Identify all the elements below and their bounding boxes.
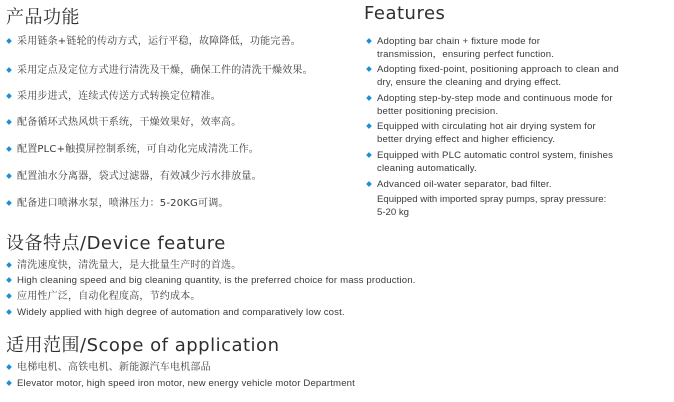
list-item-text: 采用定点及定位方式进行清洗及干燥，确保工件的清洗干燥效果。: [17, 65, 313, 76]
bullet-diamond-icon: [366, 38, 372, 44]
bullet-diamond-icon: [6, 293, 12, 299]
list-item-text: 应用性广泛，自动化程度高，节约成本。: [17, 291, 201, 302]
bullet-diamond-icon: [366, 66, 372, 72]
list-item: [17, 170, 262, 183]
list-item-line2: better drying effect and higher efficiency.: [377, 134, 556, 145]
bullet-diamond-icon: [366, 123, 372, 129]
list-item: [377, 92, 613, 118]
list-item-text: 配备循环式热风烘干系统，干燥效果好，效率高。: [17, 117, 242, 128]
bullet-diamond-icon: [366, 181, 372, 187]
list-item-line1: Equipped with circulating hot air drying system for: [377, 121, 596, 132]
list-item: [17, 306, 345, 319]
list-item-text: Elevator motor, high speed iron motor, new energy vehicle motor Department: [17, 378, 355, 389]
bullet-diamond-icon: [6, 119, 12, 125]
bullet-diamond-icon: [6, 277, 12, 283]
list-item-line1: Advanced oil-water separator, bad filter.: [377, 179, 552, 190]
list-item-text: 清洗速度快，清洗量大，是大批量生产时的首选。: [17, 260, 242, 271]
list-item: [377, 63, 619, 89]
bullet-diamond-icon: [6, 146, 12, 152]
list-item: [377, 178, 552, 191]
list-item: [17, 90, 221, 103]
list-item-line2: cleaning automatically.: [377, 163, 477, 174]
features-heading-en: Features: [364, 3, 446, 24]
list-item-text: 配置油水分离器，袋式过滤器，有效减少污水排放量。: [17, 171, 262, 182]
bullet-diamond-icon: [6, 380, 12, 386]
list-item-text: 采用步进式，连续式传送方式转换定位精准。: [17, 91, 221, 102]
bullet-diamond-icon: [6, 93, 12, 99]
list-item-text: High cleaning speed and big cleaning quantity, is the preferred choice for mass production.: [17, 275, 416, 286]
list-item: [17, 259, 241, 272]
bullet-diamond-icon: [6, 262, 12, 268]
list-item: [17, 290, 201, 303]
bullet-diamond-icon: [6, 173, 12, 179]
list-item-line1: Adopting step-by-step mode and continuous mode for: [377, 93, 613, 104]
scope-heading: 适用范围/Scope of application: [6, 335, 280, 356]
bullet-diamond-icon: [366, 152, 372, 158]
list-item: [377, 120, 596, 146]
list-item-text: 配置PLC+触摸屏控制系统，可自动化完成清洗工作。: [17, 144, 259, 155]
bullet-diamond-icon: [6, 200, 12, 206]
list-item: [17, 143, 259, 156]
list-item: [17, 274, 416, 287]
list-item: [17, 64, 313, 77]
list-item-line2: transmission，ensuring perfect function.: [377, 49, 555, 60]
bullet-diamond-icon: [6, 67, 12, 73]
list-item: [377, 35, 554, 61]
bullet-diamond-icon: [366, 95, 372, 101]
list-item: [377, 149, 613, 175]
bullet-diamond-icon: [6, 364, 12, 370]
list-item-text: Widely applied with high degree of automation and comparatively low cost.: [17, 307, 345, 318]
list-item-line2: dry, ensure the cleaning and drying effect.: [377, 77, 562, 88]
list-item: [17, 116, 241, 129]
bullet-diamond-icon: [6, 309, 12, 315]
device-feature-heading: 设备特点/Device feature: [6, 233, 226, 254]
list-item-continuation: [377, 193, 606, 219]
list-item: [17, 197, 229, 210]
list-item-line1: Equipped with PLC automatic control system, finishes: [377, 150, 614, 161]
list-item-line1: Adopting bar chain + fixture mode for: [377, 36, 541, 47]
list-item-line2: 5-20 kg: [377, 207, 409, 218]
bullet-diamond-icon: [6, 38, 12, 44]
list-item-line1: Equipped with imported spray pumps, spray pressure:: [377, 194, 607, 205]
list-item-line1: Adopting fixed-point, positioning approach to clean and: [377, 64, 619, 75]
list-item-text: 电梯电机、高铁电机、新能源汽车电机部品: [17, 362, 211, 373]
list-item-text: 采用链条+链轮的传动方式，运行平稳，故障降低，功能完善。: [17, 36, 301, 47]
list-item: [17, 377, 355, 390]
product-features-heading-cn: 产品功能: [6, 7, 80, 28]
list-item: [17, 35, 301, 48]
list-item-text: 配备进口喷淋水泵，喷淋压力：5-20KG可调。: [17, 198, 229, 209]
list-item: [17, 361, 211, 374]
list-item-line2: better positioning precision.: [377, 106, 499, 117]
